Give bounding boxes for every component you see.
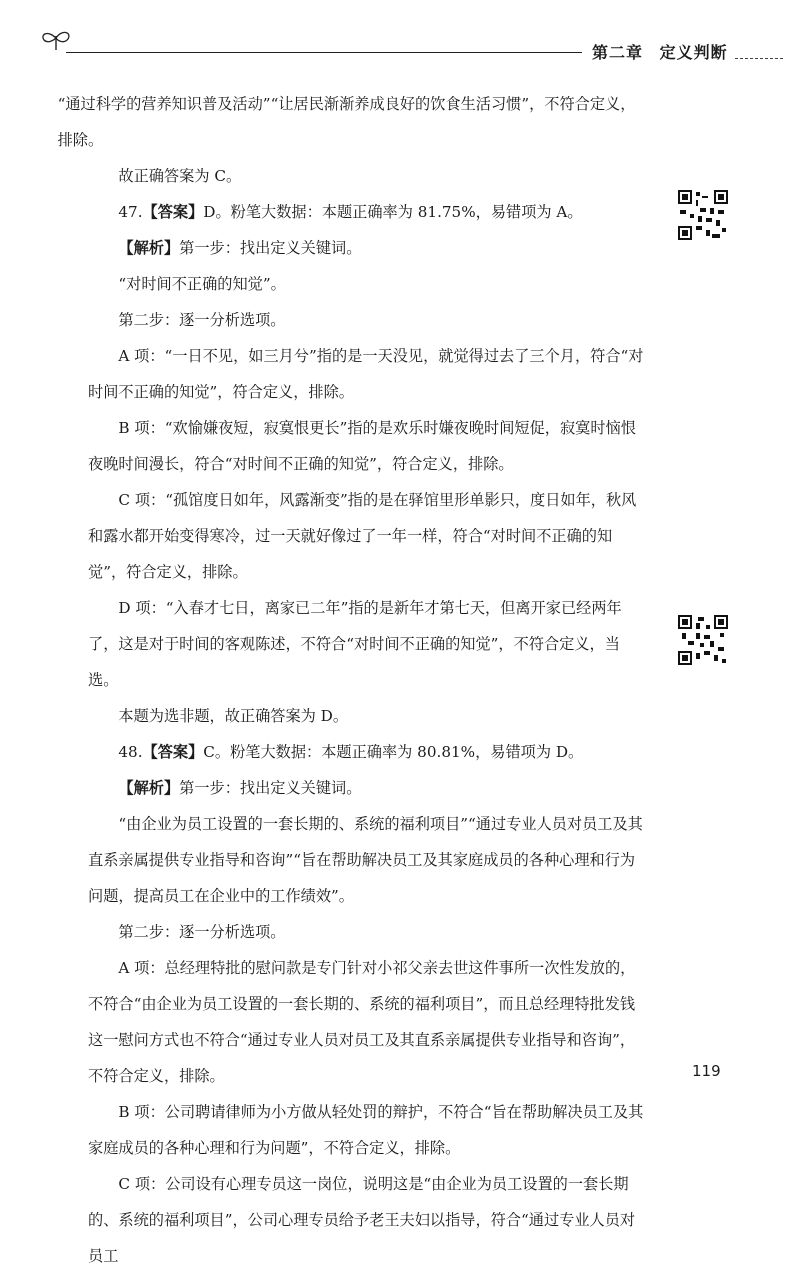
paragraph: 第二步：逐一分析选项。 [118, 311, 286, 329]
option-c-analysis: C 项：公司设有心理专员这一岗位，说明这是“由企业为员工设置的一套长期的、系统的福利项目”，公司心理专员给予老王夫妇以指导，符合“通过专业人员对员工 [88, 1175, 636, 1265]
option-c-analysis: C 项：“孤馆度日如年，风露渐变”指的是在驿馆里形单影只，度日如年，秋风和露水都开始变得寒冷，过一天就好像过了一年一样，符合“对时间不正确的知觉”，符合定义，排除。 [88, 491, 637, 581]
option-b-analysis: B 项：“欢愉嫌夜短，寂寞恨更长”指的是欢乐时嫌夜晚时间短促，寂寞时恼恨夜晚时间漫长，符合“对时间不正确的知觉”，符合定义，排除。 [88, 419, 636, 473]
answer-tag: 【答案】 [142, 203, 204, 221]
qr-code-icon [678, 615, 728, 665]
paragraph: “由企业为员工设置的一套长期的、系统的福利项目”“通过专业人员对员工及其直系亲属提供专业指导和咨询”“旨在帮助解决员工及其家庭成员的各种心理和行为问题，提高员工在企业中的工作绩效”。 [88, 815, 643, 905]
chapter-header [592, 40, 738, 63]
question-number: 48. [118, 743, 143, 761]
qr-code-icon [678, 190, 728, 240]
option-d-analysis: D 项：“入春才七日，离家已二年”指的是新年才第七天，但离开家已经两年了，这是对于时间的客观陈述，不符合“对时间不正确的知觉”，不符合定义，当选。 [88, 599, 622, 689]
paragraph: “通过科学的营养知识普及活动”“让居民渐渐养成良好的饮食生活习惯”，不符合定义，排除。 [57, 95, 636, 149]
page-number: 119 [692, 1062, 721, 1080]
analysis-tag: 【解析】 [118, 239, 180, 257]
answer-text: C。粉笔大数据：本题正确率为 80.81%，易错项为 D。 [203, 743, 584, 761]
paragraph: 本题为选非题，故正确答案为 D。 [118, 707, 349, 725]
question-47-answer [88, 194, 648, 230]
chapter-label: 第二章 [592, 43, 644, 62]
section-label: 定义判断 [659, 43, 728, 62]
question-48-answer [88, 734, 648, 770]
analysis-step: 【解析】第一步：找出定义关键词。 [118, 239, 362, 257]
analysis-step: 【解析】第一步：找出定义关键词。 [118, 779, 362, 797]
answer-tag: 【答案】 [142, 743, 204, 761]
sprout-logo-icon [38, 28, 74, 52]
paragraph: “对时间不正确的知觉”。 [118, 275, 286, 293]
header-dash [735, 58, 783, 59]
analysis-tag: 【解析】 [118, 779, 180, 797]
answer-explanation-body [57, 86, 648, 1274]
paragraph: 故正确答案为 C。 [118, 167, 242, 185]
option-a-analysis: A 项：总经理特批的慰问款是专门针对小祁父亲去世这件事所一次性发放的，不符合“由企业为员工设置的一套长期的、系统的福利项目”，而且总经理特批发钱这一慰问方式也不符合“通过专业人员对员工及其直系亲属提供专业指导和咨询”，不符合定义，排除。 [88, 959, 636, 1085]
question-number: 47. [118, 203, 143, 221]
paragraph: 第二步：逐一分析选项。 [118, 923, 286, 941]
answer-text: D。粉笔大数据：本题正确率为 81.75%，易错项为 A。 [203, 203, 583, 221]
option-b-analysis: B 项：公司聘请律师为小方做从轻处罚的辩护，不符合“旨在帮助解决员工及其家庭成员的各种心理和行为问题”，不符合定义，排除。 [88, 1103, 644, 1157]
option-a-analysis: A 项：“一日不见，如三月兮”指的是一天没见，就觉得过去了三个月，符合“对时间不正确的知觉”，符合定义，排除。 [88, 347, 644, 401]
header-rule [66, 52, 582, 53]
